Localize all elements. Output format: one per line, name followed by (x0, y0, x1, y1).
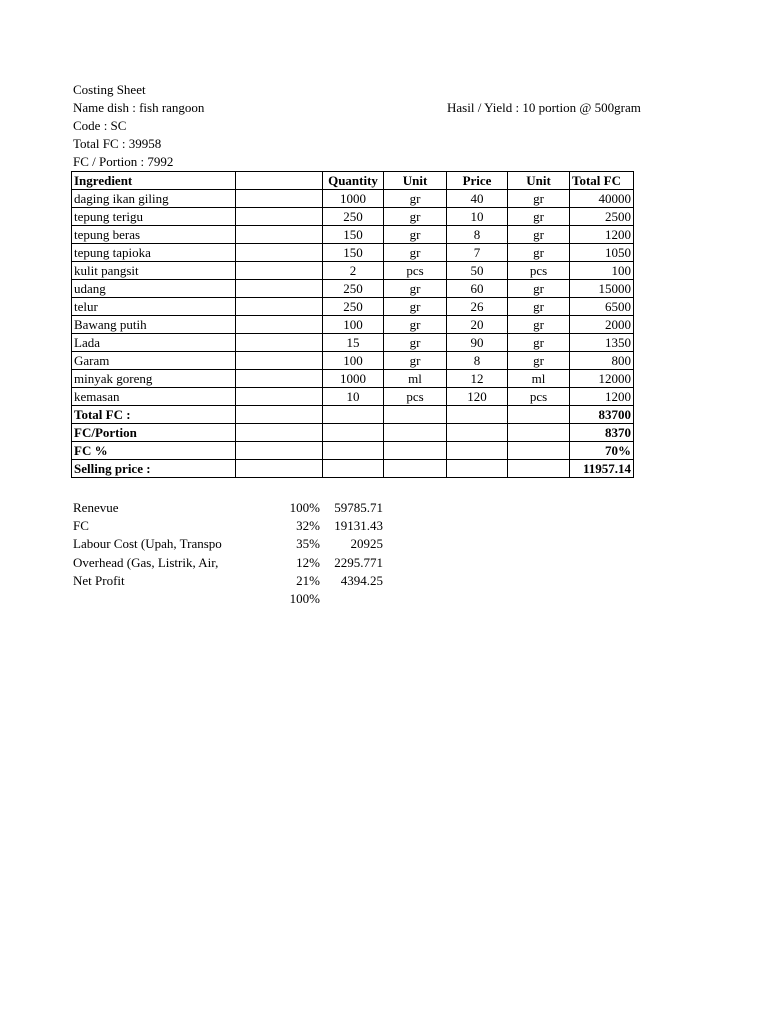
total-fc-cell: 1200 (570, 388, 634, 406)
empty-cell (447, 424, 508, 442)
header-blank (236, 172, 323, 190)
total-value: 11957.14 (570, 460, 634, 478)
price-unit-cell: gr (508, 334, 570, 352)
blank-cell (236, 352, 323, 370)
total-fc-cell: 2500 (570, 208, 634, 226)
breakdown-value: 2295.771 (334, 554, 383, 570)
empty-cell (447, 460, 508, 478)
blank-cell (236, 316, 323, 334)
table-row (72, 190, 634, 208)
unit-cell: gr (384, 280, 447, 298)
total-label: Selling price : (72, 460, 236, 478)
ingredient-cell: kemasan (72, 388, 236, 406)
price-unit-cell: gr (508, 352, 570, 370)
total-fc-cell: 1350 (570, 334, 634, 352)
empty-cell (236, 424, 323, 442)
ingredient-cell: tepung beras (72, 226, 236, 244)
empty-cell (447, 442, 508, 460)
table-row (72, 280, 634, 298)
breakdown-value: 19131.43 (334, 518, 383, 534)
price-cell: 12 (447, 370, 508, 388)
price-cell: 20 (447, 316, 508, 334)
ingredient-cell: daging ikan giling (72, 190, 236, 208)
breakdown-label: Overhead (Gas, Listrik, Air, (73, 554, 219, 570)
breakdown-value: 4394.25 (340, 572, 383, 588)
unit-cell: gr (384, 208, 447, 226)
quantity-cell: 150 (323, 226, 384, 244)
dish-name: Name dish : fish rangoon (73, 100, 205, 115)
unit-cell: gr (384, 334, 447, 352)
empty-cell (508, 406, 570, 424)
blank-cell (236, 388, 323, 406)
empty-cell (236, 442, 323, 460)
sheet-title: Costing Sheet (73, 82, 146, 97)
total-fc-cell: 1050 (570, 244, 634, 262)
table-row (72, 352, 634, 370)
breakdown-value: 20925 (350, 536, 383, 552)
empty-cell (384, 442, 447, 460)
table-row (72, 244, 634, 262)
unit-cell: gr (384, 316, 447, 334)
breakdown-percent: 35% (296, 536, 320, 552)
total-fc-cell: 15000 (570, 280, 634, 298)
table-row (72, 226, 634, 244)
quantity-cell: 1000 (323, 370, 384, 388)
quantity-cell: 1000 (323, 190, 384, 208)
total-fc-cell: 40000 (570, 190, 634, 208)
price-unit-cell: pcs (508, 388, 570, 406)
total-fc-cell: 12000 (570, 370, 634, 388)
empty-cell (384, 460, 447, 478)
total-fc-cell: 2000 (570, 316, 634, 334)
total-label: Total FC : (72, 406, 236, 424)
header-total-fc: Total FC (570, 172, 634, 190)
unit-cell: gr (384, 226, 447, 244)
breakdown-row (73, 499, 393, 517)
blank-cell (236, 208, 323, 226)
empty-cell (236, 406, 323, 424)
ingredient-cell: Garam (72, 352, 236, 370)
quantity-cell: 2 (323, 262, 384, 280)
empty-cell (508, 460, 570, 478)
header-price: Price (447, 172, 508, 190)
total-label: FC/Portion (72, 424, 236, 442)
blank-cell (236, 298, 323, 316)
quantity-cell: 250 (323, 298, 384, 316)
price-cell: 10 (447, 208, 508, 226)
price-cell: 7 (447, 244, 508, 262)
table-row (72, 316, 634, 334)
total-label: FC % (72, 442, 236, 460)
price-cell: 60 (447, 280, 508, 298)
price-cell: 8 (447, 226, 508, 244)
quantity-cell: 250 (323, 208, 384, 226)
blank-cell (236, 190, 323, 208)
table-row (72, 388, 634, 406)
fc-portion-summary: FC / Portion : 7992 (73, 154, 174, 169)
unit-cell: gr (384, 298, 447, 316)
unit-cell: gr (384, 352, 447, 370)
quantity-cell: 100 (323, 352, 384, 370)
header-unit: Unit (384, 172, 447, 190)
quantity-cell: 10 (323, 388, 384, 406)
breakdown-row (73, 517, 393, 535)
quantity-cell: 100 (323, 316, 384, 334)
breakdown-row (73, 535, 393, 553)
total-fc-cell: 800 (570, 352, 634, 370)
total-row (72, 424, 634, 442)
ingredient-cell: Bawang putih (72, 316, 236, 334)
quantity-cell: 150 (323, 244, 384, 262)
empty-cell (508, 424, 570, 442)
empty-cell (323, 442, 384, 460)
price-unit-cell: gr (508, 190, 570, 208)
price-cell: 120 (447, 388, 508, 406)
total-fc-cell: 6500 (570, 298, 634, 316)
ingredient-cell: kulit pangsit (72, 262, 236, 280)
table-row (72, 262, 634, 280)
breakdown-value: 59785.71 (334, 500, 383, 515)
ingredient-cell: tepung tapioka (72, 244, 236, 262)
ingredient-cell: minyak goreng (72, 370, 236, 388)
total-row (72, 406, 634, 424)
table-header-row (72, 172, 634, 190)
empty-cell (384, 406, 447, 424)
breakdown-percent: 12% (296, 554, 320, 570)
blank-cell (236, 244, 323, 262)
price-unit-cell: gr (508, 226, 570, 244)
ingredient-cell: udang (72, 280, 236, 298)
price-cell: 40 (447, 190, 508, 208)
price-unit-cell: gr (508, 208, 570, 226)
price-unit-cell: gr (508, 298, 570, 316)
quantity-cell: 15 (323, 334, 384, 352)
total-value: 83700 (570, 406, 634, 424)
ingredient-cell: Lada (72, 334, 236, 352)
total-row (72, 442, 634, 460)
header-unit-2: Unit (508, 172, 570, 190)
total-value: 8370 (570, 424, 634, 442)
cost-breakdown (73, 499, 393, 608)
header-ingredient: Ingredient (72, 172, 236, 190)
price-cell: 50 (447, 262, 508, 280)
table-row (72, 370, 634, 388)
dish-code: Code : SC (73, 118, 127, 133)
blank-cell (236, 262, 323, 280)
breakdown-label: Labour Cost (Upah, Transpo (73, 536, 222, 552)
unit-cell: pcs (384, 388, 447, 406)
breakdown-percent: 32% (296, 518, 320, 534)
price-cell: 26 (447, 298, 508, 316)
total-value: 70% (570, 442, 634, 460)
price-unit-cell: pcs (508, 262, 570, 280)
empty-cell (508, 442, 570, 460)
unit-cell: gr (384, 190, 447, 208)
blank-cell (236, 226, 323, 244)
ingredient-cell: tepung terigu (72, 208, 236, 226)
costing-table (71, 171, 634, 478)
blank-cell (236, 370, 323, 388)
unit-cell: pcs (384, 262, 447, 280)
empty-cell (323, 406, 384, 424)
breakdown-label: FC (73, 518, 89, 534)
header-quantity: Quantity (323, 172, 384, 190)
price-unit-cell: ml (508, 370, 570, 388)
total-fc-summary: Total FC : 39958 (73, 136, 162, 151)
blank-cell (236, 334, 323, 352)
ingredient-cell: telur (72, 298, 236, 316)
table-row (72, 208, 634, 226)
breakdown-percent: 21% (296, 572, 320, 588)
blank-cell (236, 280, 323, 298)
breakdown-row (73, 572, 393, 590)
table-row (72, 334, 634, 352)
empty-cell (236, 460, 323, 478)
empty-cell (323, 460, 384, 478)
empty-cell (384, 424, 447, 442)
table-row (72, 298, 634, 316)
yield-info: Hasil / Yield : 10 portion @ 500gram (447, 100, 641, 115)
breakdown-label: Net Profit (73, 572, 125, 588)
price-cell: 8 (447, 352, 508, 370)
total-row (72, 460, 634, 478)
total-fc-cell: 1200 (570, 226, 634, 244)
unit-cell: gr (384, 244, 447, 262)
price-unit-cell: gr (508, 280, 570, 298)
price-unit-cell: gr (508, 244, 570, 262)
quantity-cell: 250 (323, 280, 384, 298)
price-unit-cell: gr (508, 316, 570, 334)
price-cell: 90 (447, 334, 508, 352)
breakdown-percent: 100% (289, 590, 320, 606)
breakdown-row (73, 590, 393, 608)
total-fc-cell: 100 (570, 262, 634, 280)
unit-cell: ml (384, 370, 447, 388)
empty-cell (447, 406, 508, 424)
breakdown-row (73, 554, 393, 572)
breakdown-label: Renevue (73, 500, 119, 515)
empty-cell (323, 424, 384, 442)
breakdown-percent: 100% (289, 500, 320, 515)
